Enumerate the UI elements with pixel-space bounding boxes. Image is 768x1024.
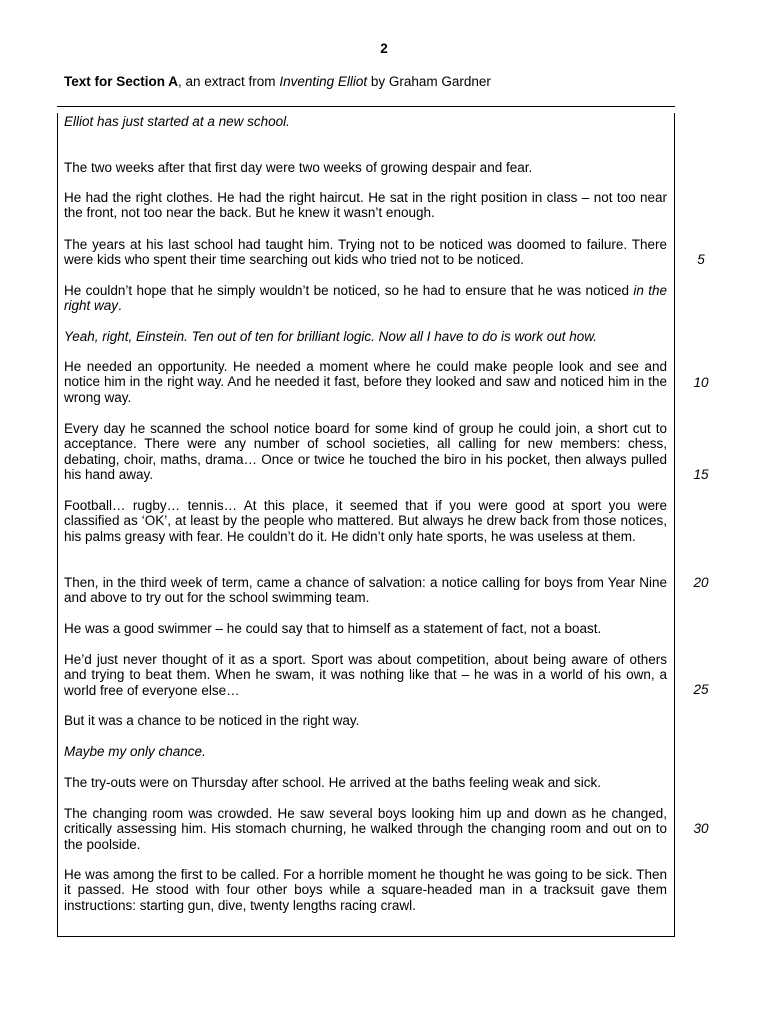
paragraph-12: But it was a chance to be noticed in the right way. — [64, 713, 360, 728]
paragraph-3: The years at his last school had taught him. Trying not to be noticed was doomed to failure. There were kids who spent their time searching out kids who tried not to be noticed. — [64, 237, 667, 268]
paragraph-13: Maybe my only chance. — [64, 744, 206, 759]
heading-bold: Text for Section A — [64, 74, 179, 89]
section-heading — [64, 74, 491, 89]
paragraph-8: Football… rugby… tennis… At this place, it seemed that if you were good at sport you were classified as ‘OK’, at least by the people who mattered. But always he drew back from those notices, his palms greasy with fear. He couldn’t do it. He didn’t only hate sports, he was useless at them. — [64, 498, 667, 544]
paragraph-7: Every day he scanned the school notice board for some kind of group he could join, a short cut to acceptance. There were any number of school societies, all calling for new members: chess, debating, choir, maths, drama… Once or twice he touched the biro in his pocket, then always pulled his hand away. — [64, 421, 667, 483]
paragraph-9: Then, in the third week of term, came a chance of salvation: a notice calling for boys from Year Nine and above to try out for the school swimming team. — [64, 575, 667, 606]
line-number: 5 — [697, 252, 705, 267]
top-rule — [57, 106, 675, 107]
heading-author: by Graham Gardner — [367, 74, 491, 89]
paragraph-4 — [64, 283, 667, 314]
line-number: 15 — [693, 467, 709, 482]
heading-mid: , an extract from — [178, 74, 280, 89]
paragraph-4-a: He couldn’t hope that he simply wouldn’t be noticed, so he had to ensure that he was noticed — [64, 283, 634, 298]
paragraph-10: He was a good swimmer – he could say that to himself as a statement of fact, not a boast. — [64, 621, 602, 636]
intro-text: Elliot has just started at a new school. — [64, 114, 290, 129]
paragraph-6: He needed an opportunity. He needed a moment where he could make people look and see and notice him in the right way. And he needed it fast, before they looked and saw and noticed him in the wrong way. — [64, 359, 667, 405]
paragraph-4-emphasis: in the right way — [64, 283, 667, 314]
paragraph-16: He was among the first to be called. For a horrible moment he thought he was going to be sick. Then it passed. He stood with four other boys while a square-headed man in a tracksuit gave them instructions: starting gun, dive, twenty lengths racing crawl. — [64, 867, 667, 913]
line-number: 20 — [693, 575, 709, 590]
line-number: 25 — [693, 682, 709, 697]
book-title: Inventing Elliot — [279, 74, 368, 89]
paragraph-2: He had the right clothes. He had the right haircut. He sat in the right position in class – not too near the front, not too near the back. But he knew it wasn’t enough. — [64, 190, 667, 221]
page-number: 2 — [380, 41, 388, 56]
line-number: 10 — [693, 375, 709, 390]
paragraph-4-c: . — [118, 298, 122, 314]
paragraph-11: He’d just never thought of it as a sport. Sport was about competition, about being aware of others and trying to beat them. When he swam, it was nothing like that – he was in a world of his own, a world free of everyone else… — [64, 652, 667, 698]
line-number: 30 — [693, 821, 709, 836]
paragraph-1: The two weeks after that first day were two weeks of growing despair and fear. — [64, 160, 533, 175]
paragraph-14: The try-outs were on Thursday after school. He arrived at the baths feeling weak and sick. — [64, 775, 602, 790]
paragraph-5: Yeah, right, Einstein. Ten out of ten for brilliant logic. Now all I have to do is work out how. — [64, 329, 598, 344]
paragraph-15: The changing room was crowded. He saw several boys looking him up and down as he changed, critically assessing him. His stomach churning, he walked through the changing room and out on to the poolside. — [64, 806, 667, 852]
